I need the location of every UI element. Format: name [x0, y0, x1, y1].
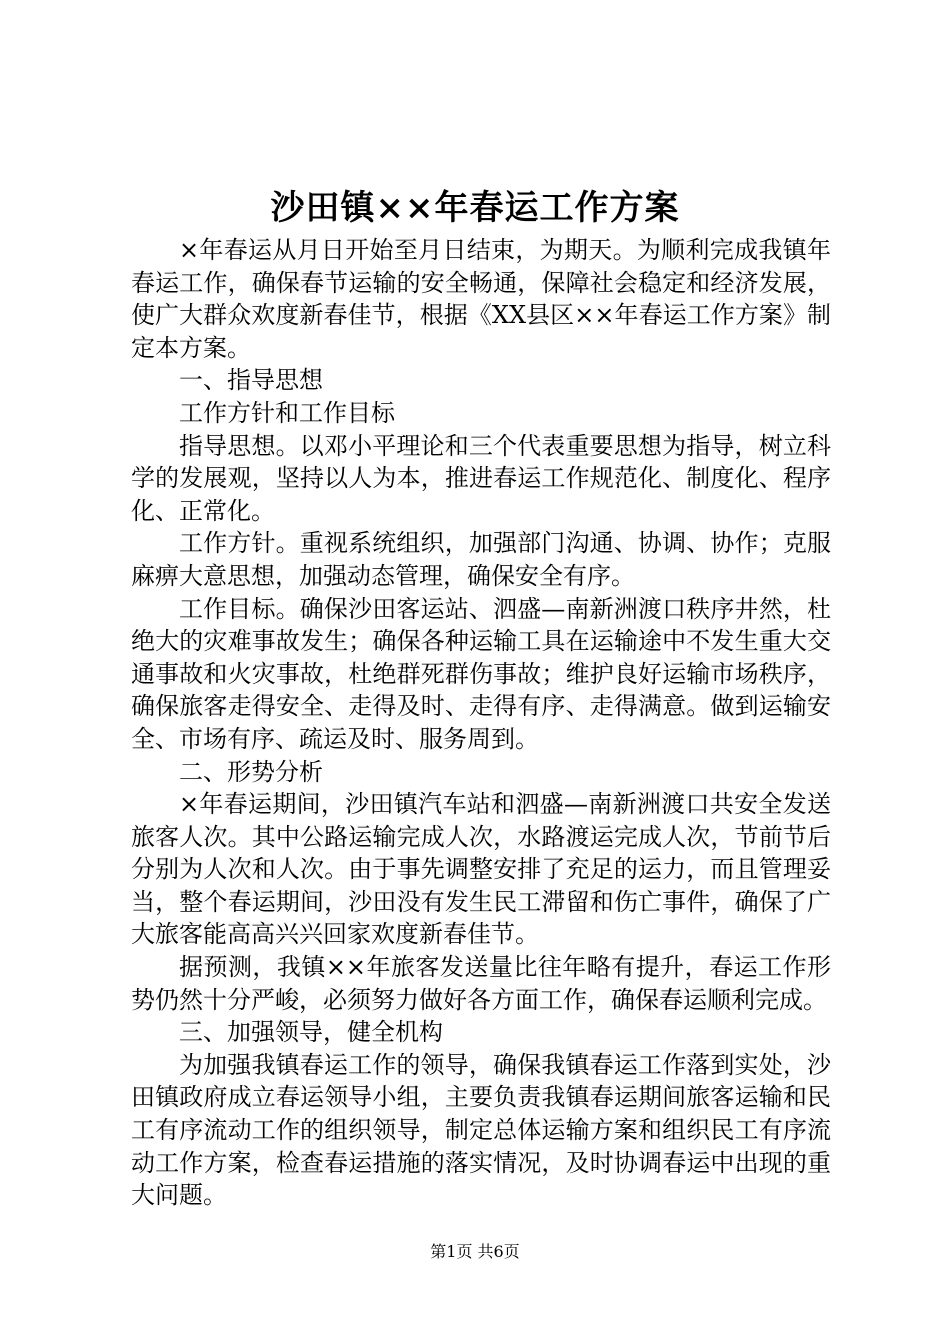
page-footer: 第1页 共6页: [430, 1242, 520, 1261]
section-heading-situation-analysis: 二、形势分析: [179, 757, 323, 786]
section-heading-leadership: 三、加强领导，健全机构: [179, 1018, 443, 1047]
paragraph-intro: ×年春运从月日开始至月日结束，为期天。为顺利完成我镇年春运工作，确保春节运输的安全畅通，保障社会稳定和经济发展，使广大群众欢度新春佳节，根据《XX县区××年春运工作方案》制定本方案。: [131, 236, 831, 362]
section-heading-guiding-ideology: 一、指导思想: [179, 366, 323, 395]
paragraph-work-policy: 工作方针。重视系统组织，加强部门沟通、协调、协作；克服麻痹大意思想，加强动态管理，确保安全有序。: [131, 529, 831, 590]
paragraph-leadership-group: 为加强我镇春运工作的领导，确保我镇春运工作落到实处，沙田镇政府成立春运领导小组，主要负责我镇春运期间旅客运输和民工有序流动工作的组织领导，制定总体运输方案和组织民工有序流动工作方案，检查春运措施的落实情况，及时协调春运中出现的重大问题。: [131, 1050, 831, 1210]
document-title: 沙田镇××年春运工作方案: [270, 188, 680, 228]
paragraph-last-year-review: ×年春运期间，沙田镇汽车站和泗盛—南新洲渡口共安全发送旅客人次。其中公路运输完成人次，水路渡运完成人次，节前节后分别为人次和人次。由于事先调整安排了充足的运力，而且管理妥当，整个春运期间，沙田没有发生民工滞留和伤亡事件，确保了广大旅客能高高兴兴回家欢度新春佳节。: [131, 790, 831, 949]
paragraph-forecast: 据预测，我镇××年旅客发送量比往年略有提升，春运工作形势仍然十分严峻，必须努力做好各方面工作，确保春运顺利完成。: [131, 953, 831, 1014]
subheading-policy-and-goals: 工作方针和工作目标: [179, 398, 395, 427]
paragraph-work-goals: 工作目标。确保沙田客运站、泗盛—南新洲渡口秩序井然，杜绝大的灾难事故发生；确保各种运输工具在运输途中不发生重大交通事故和火灾事故，杜绝群死群伤事故；维护良好运输市场秩序，确保旅客走得安全、走得及时、走得有序、走得满意。做到运输安全、市场有序、疏运及时、服务周到。: [131, 594, 831, 753]
document-body: [131, 234, 831, 1212]
paragraph-guiding-ideology: 指导思想。以邓小平理论和三个代表重要思想为指导，树立科学的发展观，坚持以人为本，推进春运工作规范化、制度化、程序化、正常化。: [131, 431, 831, 525]
